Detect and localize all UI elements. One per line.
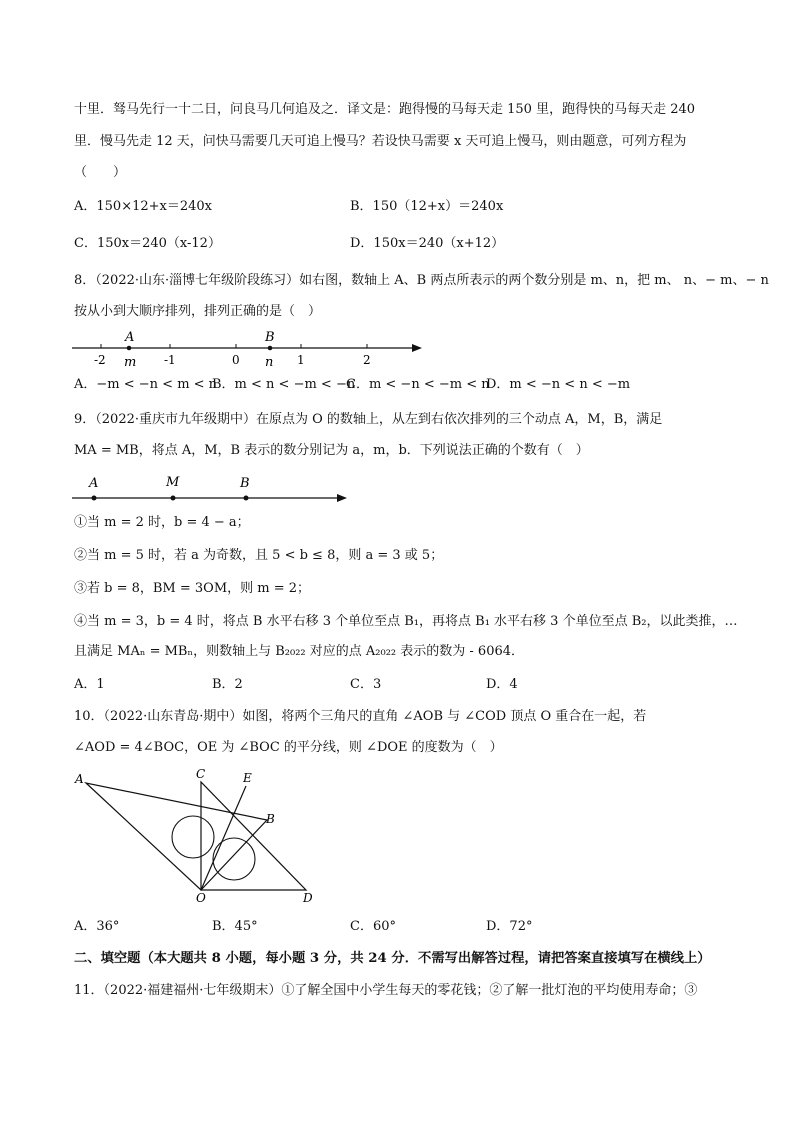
q9-label-m: M — [166, 475, 180, 490]
q8-option-b: B．m < n < −m < −n — [212, 377, 356, 392]
fig-label-b: B — [266, 812, 275, 826]
q7-option-a: A．150×12+x＝240x — [74, 199, 213, 214]
triangle-hole-circle — [213, 838, 255, 880]
q8-option-c: C．m < −n < −m < n — [346, 377, 490, 392]
q8-option-a: A．−m < −n < m < n — [74, 377, 218, 392]
q9-point-a — [92, 496, 97, 501]
q10-option-c: C．60° — [350, 919, 396, 934]
q9-option-a: A．1 — [74, 677, 105, 692]
q9-line-2: MA = MB，将点 A，M，B 表示的数分别记为 a，m，b．下列说法正确的个数有（ ） — [74, 443, 589, 458]
q8-line-2: 按从小到大顺序排列，排列正确的是（ ） — [74, 304, 322, 319]
q9-label-b: B — [240, 476, 250, 491]
q8-point-a — [127, 346, 132, 351]
q10-line-2: ∠AOD = 4∠BOC，OE 为 ∠BOC 的平分线，则 ∠DOE 的度数为（ ） — [74, 740, 503, 755]
q9-line-1: 9．（2022·重庆市九年级期中）在原点为 O 的数轴上，从左到右依次排列的三个动点 A，M，B，满足 — [74, 412, 663, 427]
q8-label-m: m — [124, 355, 137, 370]
fig-label-e: E — [243, 771, 252, 785]
fig-label-c: C — [196, 767, 206, 781]
q10-option-b: B．45° — [212, 919, 258, 934]
q9-axis-arrow — [337, 494, 347, 502]
q8-label-b: B — [265, 330, 275, 345]
fig-label-d: D — [303, 891, 313, 905]
q10-line-1: 10．（2022·山东青岛·期中）如图，将两个三角尺的直角 ∠AOB 与 ∠COD 顶点 O 重合在一起，若 — [74, 709, 647, 724]
q8-label-a: A — [125, 330, 135, 345]
q10-option-d: D．72° — [486, 919, 533, 934]
q8-tick-label: 1 — [297, 353, 305, 367]
q7-paren: （ ） — [74, 165, 127, 180]
q9-statement-1: ①当 m = 2 时，b = 4 − a； — [74, 515, 250, 530]
q7-option-d: D．150x＝240（x+12） — [350, 236, 505, 251]
q7-line-2: 里．慢马先走 12 天，问快马需要几天可追上慢马？若设快马需要 x 天可追上慢马，则由题意，可列方程为 — [74, 134, 687, 149]
q9-statement-4: ④当 m = 3，b = 4 时，将点 B 水平右移 3 个单位至点 B₁，再将点 B₁ 水平右移 3 个单位至点 B₂，以此类推，… — [74, 614, 738, 629]
q10-option-a: A．36° — [74, 919, 120, 934]
q8-tick-label: -2 — [94, 353, 106, 367]
q8-option-d: D．m < −n < n < −m — [486, 377, 631, 392]
q9-point-m — [171, 496, 176, 501]
q7-option-c: C．150x＝240（x-12） — [74, 236, 221, 251]
ray-oe — [201, 786, 246, 890]
q8-axis-arrow — [412, 344, 422, 352]
q11-line-1: 11．（2022·福建福州·七年级期末）①了解全国中小学生每天的零花钱；②了解一批灯泡的平均使用寿命；③ — [74, 983, 698, 998]
q8-tick-label: -1 — [164, 353, 176, 367]
q10-triangle-figure — [70, 766, 330, 906]
q9-point-b — [244, 496, 249, 501]
q9-option-d: D．4 — [486, 677, 518, 692]
q9-statement-4-cont: 且满足 MAₙ = MBₙ，则数轴上与 B₂₀₂₂ 对应的点 A₂₀₂₂ 表示的数为 - 6064． — [74, 644, 525, 659]
triangle-hole-circle — [172, 816, 214, 858]
q8-point-b — [268, 346, 273, 351]
q7-line-1: 十里．驽马先行一十二日，问良马几何追及之．译文是：跑得慢的马每天走 150 里，跑得快的马每天走 240 — [74, 102, 696, 117]
q9-statement-3: ③若 b = 8，BM = 3OM，则 m = 2； — [74, 581, 311, 596]
q8-tick-label: 0 — [232, 353, 240, 367]
q9-option-c: C．3 — [350, 677, 382, 692]
q8-label-n: n — [265, 355, 274, 370]
fig-label-o: O — [196, 891, 206, 905]
q8-number-line-figure — [70, 326, 430, 372]
q9-option-b: B．2 — [212, 677, 243, 692]
q9-number-line-figure — [70, 470, 360, 506]
q7-option-b: B．150（12+x）＝240x — [350, 199, 504, 214]
q9-label-a: A — [89, 476, 99, 491]
section-2-heading: 二、填空题（本大题共 8 小题，每小题 3 分，共 24 分．不需写出解答过程，请把答案直接填写在横线上） — [74, 951, 711, 966]
q9-statement-2: ②当 m = 5 时，若 a 为奇数，且 5 < b ≤ 8，则 a = 3 或 5； — [74, 548, 444, 563]
q8-line-1: 8．（2022·山东·淄博七年级阶段练习）如右图，数轴上 A、B 两点所表示的两个数分别是 m、n，把 m、 n、− m、− n — [74, 273, 769, 288]
q8-tick-label: 2 — [363, 353, 371, 367]
fig-label-a: A — [75, 772, 84, 786]
